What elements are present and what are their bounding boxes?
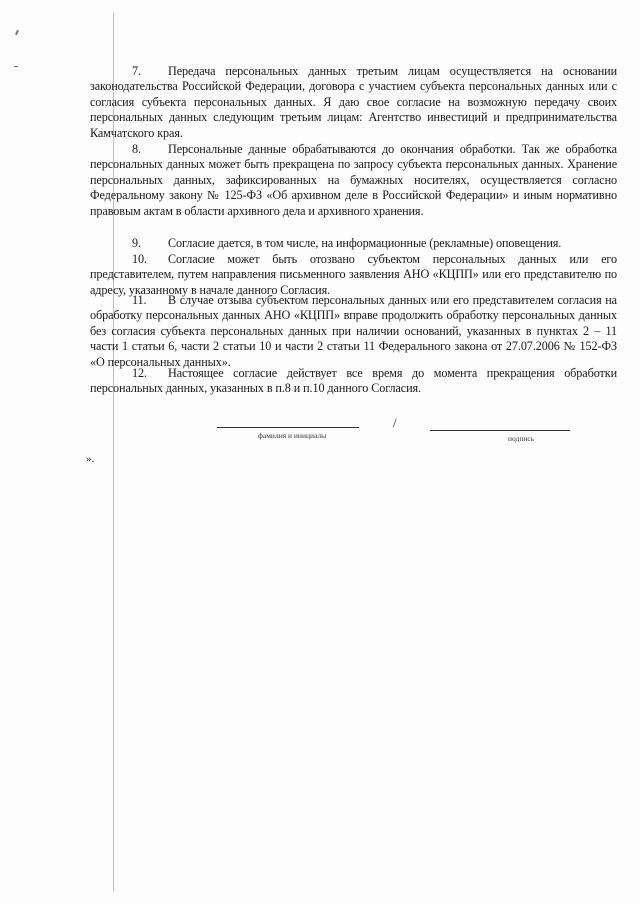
clause-11 xyxy=(90,293,617,370)
name-signature-line[interactable] xyxy=(217,427,359,428)
clause-text: В случае отзыва субъектом персональных данных или его представителем согласия на обработку персональных данных АНО «КЦПП» вправе продолжить обработку персональных данных без согласия субъекта персональных данных при наличии оснований, указанных в пунктах 2 – 11 части 1 статьи 6, части 2 статьи 10 и части 2 статьи 11 Федерального закона от 27.07.2006 № 152-ФЗ «О персональных данных». xyxy=(90,293,617,369)
signature-separator: / xyxy=(393,415,397,430)
clause-text: Настоящее согласие действует все время до момента прекращения обработки персональных данных, указанных в п.8 и п.10 данного Согласия. xyxy=(90,366,617,396)
clause-text: Передача персональных данных третьим лицам осуществляется на основании законодательства Российской Федерации, договора с участием субъекта персональных данных или с согласия субъекта персональных данных. Я даю свое согласие на возможную передачу своих персональных данных следующим третьим лицам: Агентство инвестиций и предпринимательства Камчатского края. xyxy=(90,64,617,140)
name-caption: фамилия и инициалы xyxy=(258,431,327,440)
clause-number: 10. xyxy=(132,252,147,266)
clause-number: 12. xyxy=(132,366,147,380)
clause-text: Согласие дается, в том числе, на информационные (рекламные) оповещения. xyxy=(168,236,562,250)
closing-quote: ». xyxy=(86,453,95,465)
clause-text: Персональные данные обрабатываются до окончания обработки. Так же обработка персональных данных может быть прекращена по запросу субъекта персональных данных. Хранение персональных данных, зафиксированных на бумажных носителях, осуществляется согласно Федеральному закону № 125-ФЗ «Об архивном деле в Российской Федерации» и иным нормативно правовым актам в области архивного дела и архивного хранения. xyxy=(90,142,617,218)
clause-number: 11. xyxy=(132,293,147,307)
signature-line[interactable] xyxy=(430,430,570,431)
clause-7 xyxy=(90,64,617,141)
signature-caption: подпись xyxy=(508,434,535,443)
clause-number: 9. xyxy=(132,236,141,250)
clause-8 xyxy=(90,142,617,219)
clause-number: 7. xyxy=(132,64,141,78)
clause-10 xyxy=(90,252,617,298)
clause-number: 8. xyxy=(132,142,141,156)
clause-text: Согласие может быть отозвано субъектом персональных данных или его представителем, путем направления письменного заявления АНО «КЦПП» или его представителю по адресу, указанному в начале данного Согласия. xyxy=(90,252,617,297)
clause-12 xyxy=(90,366,617,397)
scan-mark xyxy=(15,30,19,35)
clause-9 xyxy=(90,236,617,251)
scan-mark xyxy=(14,66,18,67)
